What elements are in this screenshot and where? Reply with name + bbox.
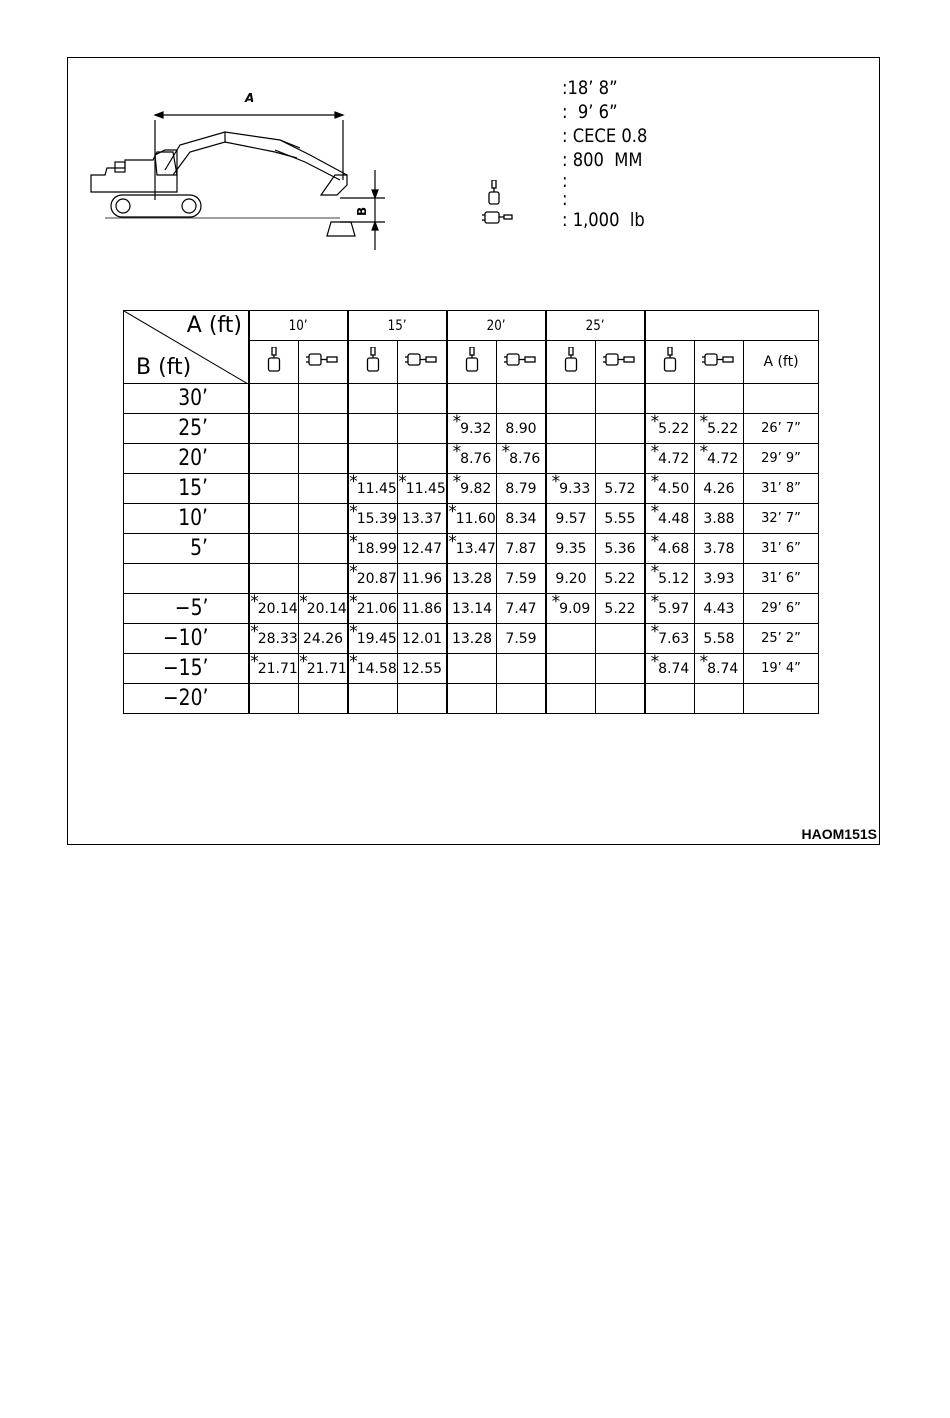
cell-value: *20.14 [299,591,347,617]
cell-value: *4.50 [650,471,690,497]
row-height-label: −5’ [124,594,250,624]
cell-value: *11.45 [398,471,446,497]
cell-value: *13.47 [448,531,496,557]
cell-value: *7.63 [650,621,690,647]
rated-hydraulic-marker: * [699,651,709,672]
cell-value: 7.87 [505,540,537,557]
cell-value: 11.96 [401,570,443,587]
cell-value: *18.99 [349,531,397,557]
rated-hydraulic-marker: * [699,411,709,432]
cell-value: *4.48 [650,501,690,527]
cell-value: 8.79 [505,480,537,497]
rated-hydraulic-marker: * [349,561,358,582]
row-height-label: 10’ [124,504,250,534]
cell-value: *14.58 [349,651,397,677]
row-height-label: −15’ [124,654,250,684]
cell-value: 7.47 [505,600,537,617]
cell-value: *21.06 [349,591,397,617]
rated-hydraulic-marker: * [448,501,457,522]
cell-value: 25’ 2” [761,631,801,646]
cell-value: 29’ 9” [761,451,801,466]
dim-a-label: A [245,91,255,105]
row-height-label: 30’ [124,384,250,414]
cell-value: *9.32 [452,411,492,437]
rated-hydraulic-marker: * [299,651,308,672]
spec-row: : CECE 0.8 [562,125,648,147]
cell-value: 12.47 [401,540,443,557]
rated-hydraulic-marker: * [452,411,462,432]
cell-value: *8.74 [650,651,690,677]
cell-value: 5.22 [604,570,636,587]
cell-value: *4.72 [650,441,690,467]
cell-value: 8.90 [505,420,537,437]
rated-hydraulic-marker: * [650,591,660,612]
column-header: 25’ [546,311,645,341]
cell-value: *21.71 [250,651,298,677]
cell-value: 5.36 [604,540,636,557]
spec-row: : 9’ 6” [562,101,618,123]
cell-value: *9.09 [551,591,591,617]
dim-b-label: B [355,206,369,216]
cell-value: 5.72 [604,480,636,497]
rated-hydraulic-marker: * [250,591,259,612]
rated-hydraulic-marker: * [398,471,407,492]
rated-hydraulic-marker: * [349,531,358,552]
header-a-label: A (ft) [186,313,242,338]
cell-value: *20.87 [349,561,397,587]
row-height-label: 20’ [124,444,250,474]
cell-value: *11.60 [448,501,496,527]
rated-hydraulic-marker: * [551,591,561,612]
rated-hydraulic-marker: * [250,621,259,642]
cell-value: 7.59 [505,630,537,647]
cell-value: 29’ 6” [761,601,801,616]
rated-hydraulic-marker: * [551,471,561,492]
rated-hydraulic-marker: * [349,471,358,492]
cell-value: *5.22 [650,411,690,437]
cell-value: 19’ 4” [761,661,801,676]
spec-row: : 1,000 lb [562,209,645,231]
cell-value: *21.71 [299,651,347,677]
rated-hydraulic-marker: * [699,441,709,462]
rated-hydraulic-marker: * [650,411,660,432]
cell-value: 4.26 [703,480,735,497]
header-b-label: B (ft) [136,355,192,380]
cell-value: *11.45 [349,471,397,497]
cell-value: 9.35 [555,540,587,557]
cell-value: 31’ 6” [761,571,801,586]
cell-value: *9.82 [452,471,492,497]
cell-value: 11.86 [401,600,443,617]
cell-value: 3.78 [703,540,735,557]
cell-value: 24.26 [302,630,344,647]
reference-code: HAOM151S [801,826,877,842]
row-height-label: 15’ [124,474,250,504]
spec-row: : [562,188,568,210]
rated-hydraulic-marker: * [501,441,511,462]
cell-value: 31’ 6” [761,541,801,556]
rated-hydraulic-marker: * [650,651,660,672]
cell-value: *8.76 [452,441,492,467]
rated-hydraulic-marker: * [349,501,358,522]
cell-value: 7.59 [505,570,537,587]
rated-hydraulic-marker: * [650,531,660,552]
cell-value: 8.34 [505,510,537,527]
rated-hydraulic-marker: * [250,651,259,672]
cell-value: *5.22 [699,411,739,437]
rated-hydraulic-marker: * [299,591,308,612]
row-height-label: 5’ [124,534,250,564]
cell-value: 12.55 [401,660,443,677]
cell-value: 13.28 [451,630,493,647]
max-reach-header: A (ft) [744,341,819,384]
spec-row: : [562,170,568,192]
cell-value: *4.68 [650,531,690,557]
rated-hydraulic-marker: * [349,651,358,672]
rated-hydraulic-marker: * [349,591,358,612]
cell-value: 26’ 7” [761,421,801,436]
rated-hydraulic-marker: * [349,621,358,642]
rated-hydraulic-marker: * [650,441,660,462]
cell-value: *28.33 [250,621,298,647]
rated-hydraulic-marker: * [452,441,462,462]
column-header: 15’ [348,311,447,341]
rated-hydraulic-marker: * [650,621,660,642]
cell-value: 3.88 [703,510,735,527]
column-header: 10’ [249,311,348,341]
rated-hydraulic-marker: * [650,471,660,492]
cell-value: 12.01 [401,630,443,647]
spec-row: : 800 MM [562,149,643,171]
cell-value: *15.39 [349,501,397,527]
cell-value: 32’ 7” [761,511,801,526]
cell-value: *8.74 [699,651,739,677]
cell-value: 5.22 [604,600,636,617]
cell-value: 3.93 [703,570,735,587]
cell-value: 9.57 [555,510,587,527]
cell-value: *5.12 [650,561,690,587]
row-height-label: 25’ [124,414,250,444]
row-height-label: −20’ [124,684,250,714]
cell-value: 5.58 [703,630,735,647]
rated-hydraulic-marker: * [650,501,660,522]
cell-value: *20.14 [250,591,298,617]
cell-value: *8.76 [501,441,541,467]
frame-overlay [67,57,880,845]
column-header: 20’ [447,311,546,341]
cell-value: 4.43 [703,600,735,617]
rated-hydraulic-marker: * [452,471,462,492]
cell-value: *9.33 [551,471,591,497]
cell-value: *5.97 [650,591,690,617]
cell-value: *19.45 [349,621,397,647]
cell-value: *4.72 [699,441,739,467]
cell-value: 13.37 [401,510,443,527]
cell-value: 31’ 8” [761,481,801,496]
cell-value: 13.14 [451,600,493,617]
spec-row: :18’ 8” [562,77,618,99]
cell-value: 13.28 [451,570,493,587]
rated-hydraulic-marker: * [650,561,660,582]
row-height-label: −10’ [124,624,250,654]
cell-value: 9.20 [555,570,587,587]
cell-value: 5.55 [604,510,636,527]
rated-hydraulic-marker: * [448,531,457,552]
